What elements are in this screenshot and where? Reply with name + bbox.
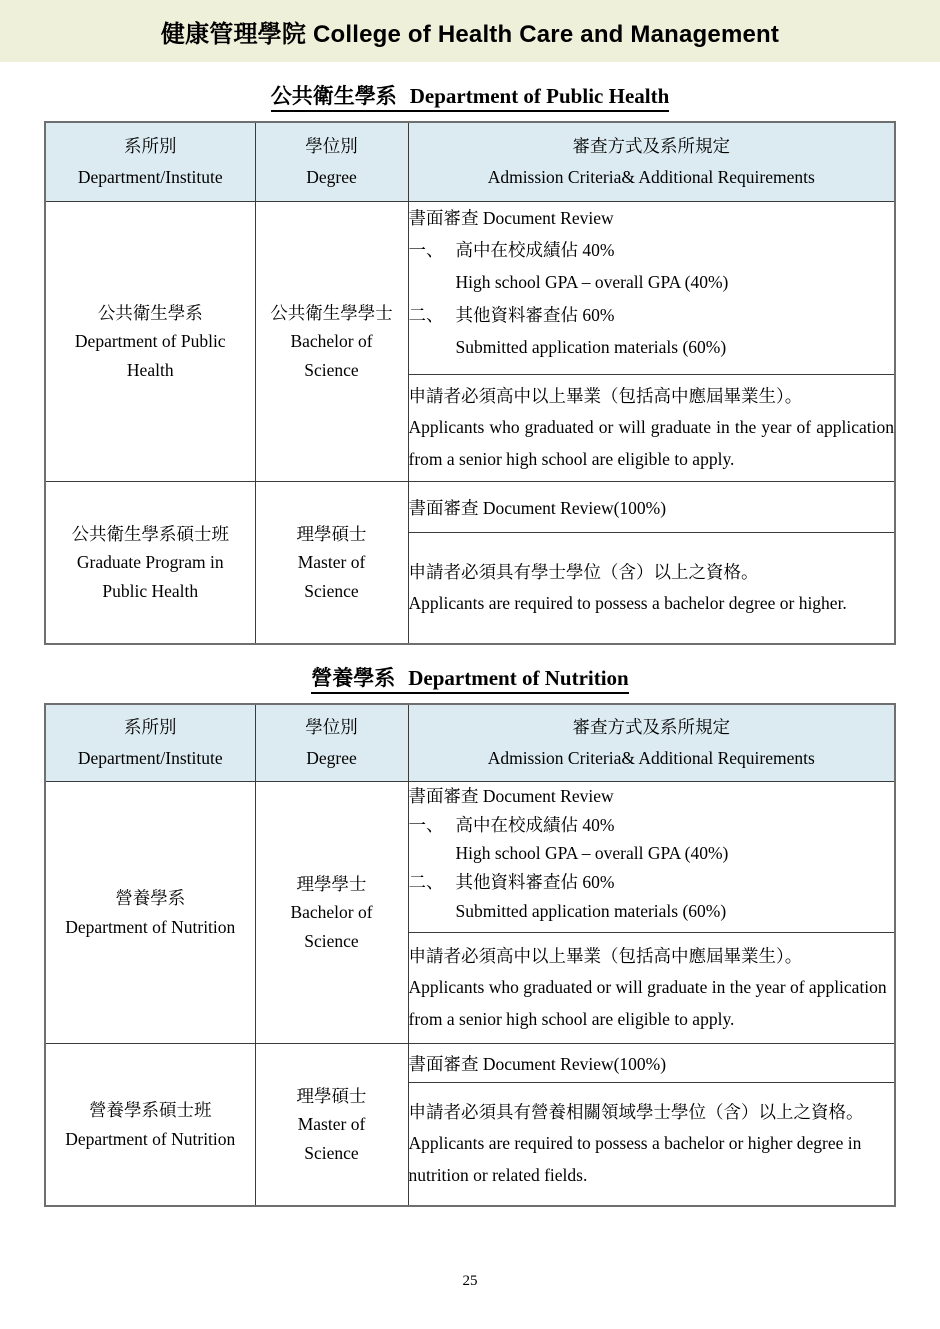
header-degree-zh: 學位別: [305, 717, 358, 738]
criteria-item-zh: 高中在校成績佔 40%: [455, 814, 615, 835]
requirement-zh: 申請者必須具有營養相關領域學士學位（含）以上之資格。: [408, 1102, 864, 1123]
section-heading-en: Department of Public Health: [409, 84, 670, 108]
section-heading-zh: 營養學系: [311, 666, 396, 690]
degree-cell: [255, 202, 408, 482]
review-title: 書面審查 Document Review(100%): [408, 497, 667, 518]
review-cell: [408, 482, 895, 533]
header-department-zh: 系所別: [124, 717, 177, 738]
criteria-cell: [408, 782, 895, 933]
requirement-zh: 申請者必須高中以上畢業（包括高中應屆畢業生）。: [408, 386, 803, 407]
dept-name-en: Department of Public Health: [74, 331, 226, 380]
header-cell-department: [45, 704, 255, 782]
header-degree-en: Degree: [306, 167, 357, 187]
page-number: 25: [462, 1273, 478, 1289]
section-heading-zh: 公共衛生學系: [270, 84, 397, 108]
table-header-row: [45, 122, 895, 202]
college-banner: [0, 0, 940, 62]
review-cell: [408, 1044, 895, 1083]
header-cell-degree: [255, 704, 408, 782]
table-row: [45, 782, 895, 933]
requirement-cell: [408, 533, 895, 645]
college-banner-title: 健康管理學院 College of Health Care and Management: [160, 20, 780, 48]
dept-cell: [45, 482, 255, 645]
criteria-item: [409, 234, 895, 298]
dept-name-zh: 營養學系碩士班: [89, 1100, 212, 1121]
requirement-en: Applicants are required to possess a bachelor or higher degree in nutrition or related fields.: [408, 1133, 862, 1185]
header-criteria-en: Admission Criteria& Additional Requirements: [487, 167, 815, 187]
header-department-en: Department/Institute: [77, 748, 223, 768]
header-cell-criteria: [408, 122, 895, 202]
section-heading-en: Department of Nutrition: [408, 666, 629, 690]
degree-en: Bachelor of Science: [290, 902, 373, 951]
degree-cell: [255, 482, 408, 645]
header-criteria-en: Admission Criteria& Additional Requirements: [487, 748, 815, 768]
requirement-en: Applicants are required to possess a bachelor degree or higher.: [408, 593, 847, 613]
criteria-item-zh: 高中在校成績佔 40%: [455, 240, 615, 261]
table-row: [45, 482, 895, 533]
header-degree-zh: 學位別: [305, 136, 358, 157]
requirement-cell: [408, 375, 895, 482]
section-heading-underline: [311, 666, 628, 694]
criteria-item-number: 二、: [408, 872, 444, 893]
dept-name-zh: 公共衛生學系碩士班: [71, 523, 229, 544]
criteria-item-number: 一、: [408, 240, 444, 261]
dept-name-en: Department of Nutrition: [65, 1128, 236, 1149]
section-heading-public-health: [0, 83, 940, 110]
criteria-item: [409, 299, 895, 363]
degree-cell: [255, 782, 408, 1044]
degree-zh: 理學碩士: [296, 523, 367, 544]
criteria-item-en: High school GPA – overall GPA (40%): [455, 843, 729, 864]
criteria-item: [409, 868, 895, 925]
dept-name-en: Graduate Program in Public Health: [76, 552, 224, 601]
requirement-en: Applicants who graduated or will graduate in the year of application from a senior high school are eligible to apply.: [408, 977, 887, 1029]
table-header-row: [45, 704, 895, 782]
criteria-cell: [408, 202, 895, 375]
degree-en: Bachelor of Science: [290, 331, 373, 380]
dept-name-zh: 營養學系: [115, 888, 186, 909]
nutrition-table: [44, 703, 896, 1207]
review-title: 書面審查 Document Review(100%): [408, 1053, 667, 1074]
requirement-zh: 申請者必須高中以上畢業（包括高中應屆畢業生）。: [408, 946, 803, 967]
degree-zh: 理學碩士: [296, 1085, 367, 1106]
criteria-item: [409, 811, 895, 868]
criteria-item-en: Submitted application materials (60%): [455, 900, 727, 921]
dept-cell: [45, 782, 255, 1044]
header-department-en: Department/Institute: [77, 167, 223, 187]
dept-cell: [45, 1044, 255, 1207]
dept-name-zh: 公共衛生學系: [97, 302, 203, 323]
table-row: [45, 1044, 895, 1083]
review-title: 書面審查 Document Review: [408, 208, 614, 228]
header-cell-criteria: [408, 704, 895, 782]
header-degree-en: Degree: [306, 748, 357, 768]
header-criteria-zh: 審查方式及系所規定: [572, 717, 730, 738]
requirement-zh: 申請者必須具有學士學位（含）以上之資格。: [408, 561, 759, 582]
degree-en: Master of Science: [297, 1114, 366, 1163]
review-title: 書面審查 Document Review: [408, 786, 614, 806]
requirement-cell: [408, 933, 895, 1044]
degree-zh: 公共衛生學學士: [270, 302, 393, 323]
public-health-table: [44, 121, 896, 645]
section-heading-underline: [271, 84, 670, 112]
dept-name-en: Department of Nutrition: [65, 916, 236, 937]
degree-zh: 理學學士: [296, 873, 367, 894]
degree-cell: [255, 1044, 408, 1207]
section-heading-nutrition: [0, 665, 940, 692]
criteria-item-zh: 其他資料審查佔 60%: [455, 304, 615, 325]
criteria-item-en: High school GPA – overall GPA (40%): [455, 272, 729, 293]
requirement-en: Applicants who graduated or will graduate in the year of application from a senior high school are eligible to apply.: [408, 417, 894, 469]
degree-en: Master of Science: [297, 552, 366, 601]
header-criteria-zh: 審查方式及系所規定: [572, 136, 730, 157]
dept-cell: [45, 202, 255, 482]
header-cell-degree: [255, 122, 408, 202]
requirement-cell: [408, 1083, 895, 1207]
criteria-item-number: 二、: [408, 304, 444, 325]
header-cell-department: [45, 122, 255, 202]
criteria-item-zh: 其他資料審查佔 60%: [455, 872, 615, 893]
criteria-item-number: 一、: [408, 814, 444, 835]
table-row: [45, 202, 895, 375]
header-department-zh: 系所別: [124, 136, 177, 157]
criteria-item-en: Submitted application materials (60%): [455, 336, 727, 357]
